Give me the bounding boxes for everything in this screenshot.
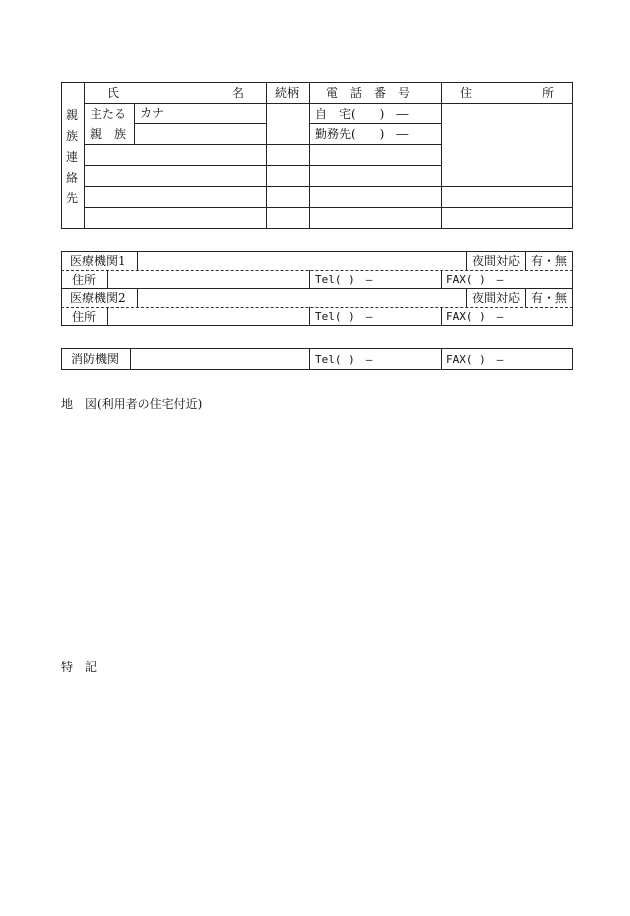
home-phone-field[interactable]: 自 宅( ) ― bbox=[315, 107, 409, 121]
address-field-2[interactable] bbox=[442, 187, 572, 207]
header-name-1: 氏 bbox=[107, 86, 120, 100]
medical-1-name-field[interactable] bbox=[138, 252, 465, 270]
relative-name-field-2[interactable] bbox=[85, 145, 265, 165]
medical-1-label: 医療機関1 bbox=[70, 254, 126, 268]
main-relative-label-2: 親 族 bbox=[90, 127, 127, 141]
medical-1-fax[interactable]: FAX( ) ― bbox=[446, 273, 504, 286]
header-relation: 続柄 bbox=[275, 86, 300, 100]
address-field-1[interactable] bbox=[442, 104, 572, 186]
medical-2-tel[interactable]: Tel( ) ― bbox=[315, 310, 373, 323]
relative-name-field-4[interactable] bbox=[85, 187, 265, 207]
fire-label: 消防機関 bbox=[71, 352, 120, 366]
family-vertical-label-2: 族 bbox=[66, 129, 79, 143]
fire-tel[interactable]: Tel( ) ― bbox=[315, 353, 373, 366]
header-name-2: 名 bbox=[232, 86, 245, 100]
medical-2-availability[interactable]: 有・無 bbox=[531, 291, 568, 305]
kana-label: カナ bbox=[140, 106, 165, 120]
medical-1-address-label: 住所 bbox=[72, 273, 97, 287]
medical-2-address-field[interactable] bbox=[108, 308, 308, 325]
medical-1-availability[interactable]: 有・無 bbox=[531, 254, 568, 268]
map-heading: 地 図(利用者の住宅付近) bbox=[61, 397, 203, 411]
work-phone-field[interactable]: 勤務先( ) ― bbox=[315, 127, 409, 141]
medical-2-name-field[interactable] bbox=[138, 289, 465, 307]
medical-1-address-field[interactable] bbox=[108, 271, 308, 288]
medical-2-address-label: 住所 bbox=[72, 310, 97, 324]
address-field-3[interactable] bbox=[442, 208, 572, 228]
medical-2-night-label: 夜間対応 bbox=[472, 291, 521, 305]
medical-2-label: 医療機関2 bbox=[70, 291, 126, 305]
main-relative-label-1: 主たる bbox=[90, 107, 127, 121]
relative-name-field-1[interactable] bbox=[135, 104, 265, 123]
notes-area[interactable] bbox=[61, 680, 573, 880]
header-address-2: 所 bbox=[542, 86, 555, 100]
medical-2-fax[interactable]: FAX( ) ― bbox=[446, 310, 504, 323]
medical-1-tel[interactable]: Tel( ) ― bbox=[315, 273, 373, 286]
family-vertical-label-1: 親 bbox=[66, 108, 79, 122]
relative-name-field-3[interactable] bbox=[85, 166, 265, 186]
header-address-1: 住 bbox=[460, 86, 473, 100]
family-vertical-label-5: 先 bbox=[66, 191, 79, 205]
fire-fax[interactable]: FAX( ) ― bbox=[446, 353, 504, 366]
map-area[interactable] bbox=[61, 416, 573, 646]
relative-name-field-5[interactable] bbox=[85, 208, 265, 228]
family-vertical-label-3: 連 bbox=[66, 150, 79, 164]
notes-heading: 特 記 bbox=[61, 660, 98, 674]
family-vertical-label-4: 絡 bbox=[66, 171, 79, 185]
header-phone: 電 話 番 号 bbox=[326, 86, 411, 100]
medical-1-night-label: 夜間対応 bbox=[472, 254, 521, 268]
fire-name-field[interactable] bbox=[131, 349, 308, 369]
